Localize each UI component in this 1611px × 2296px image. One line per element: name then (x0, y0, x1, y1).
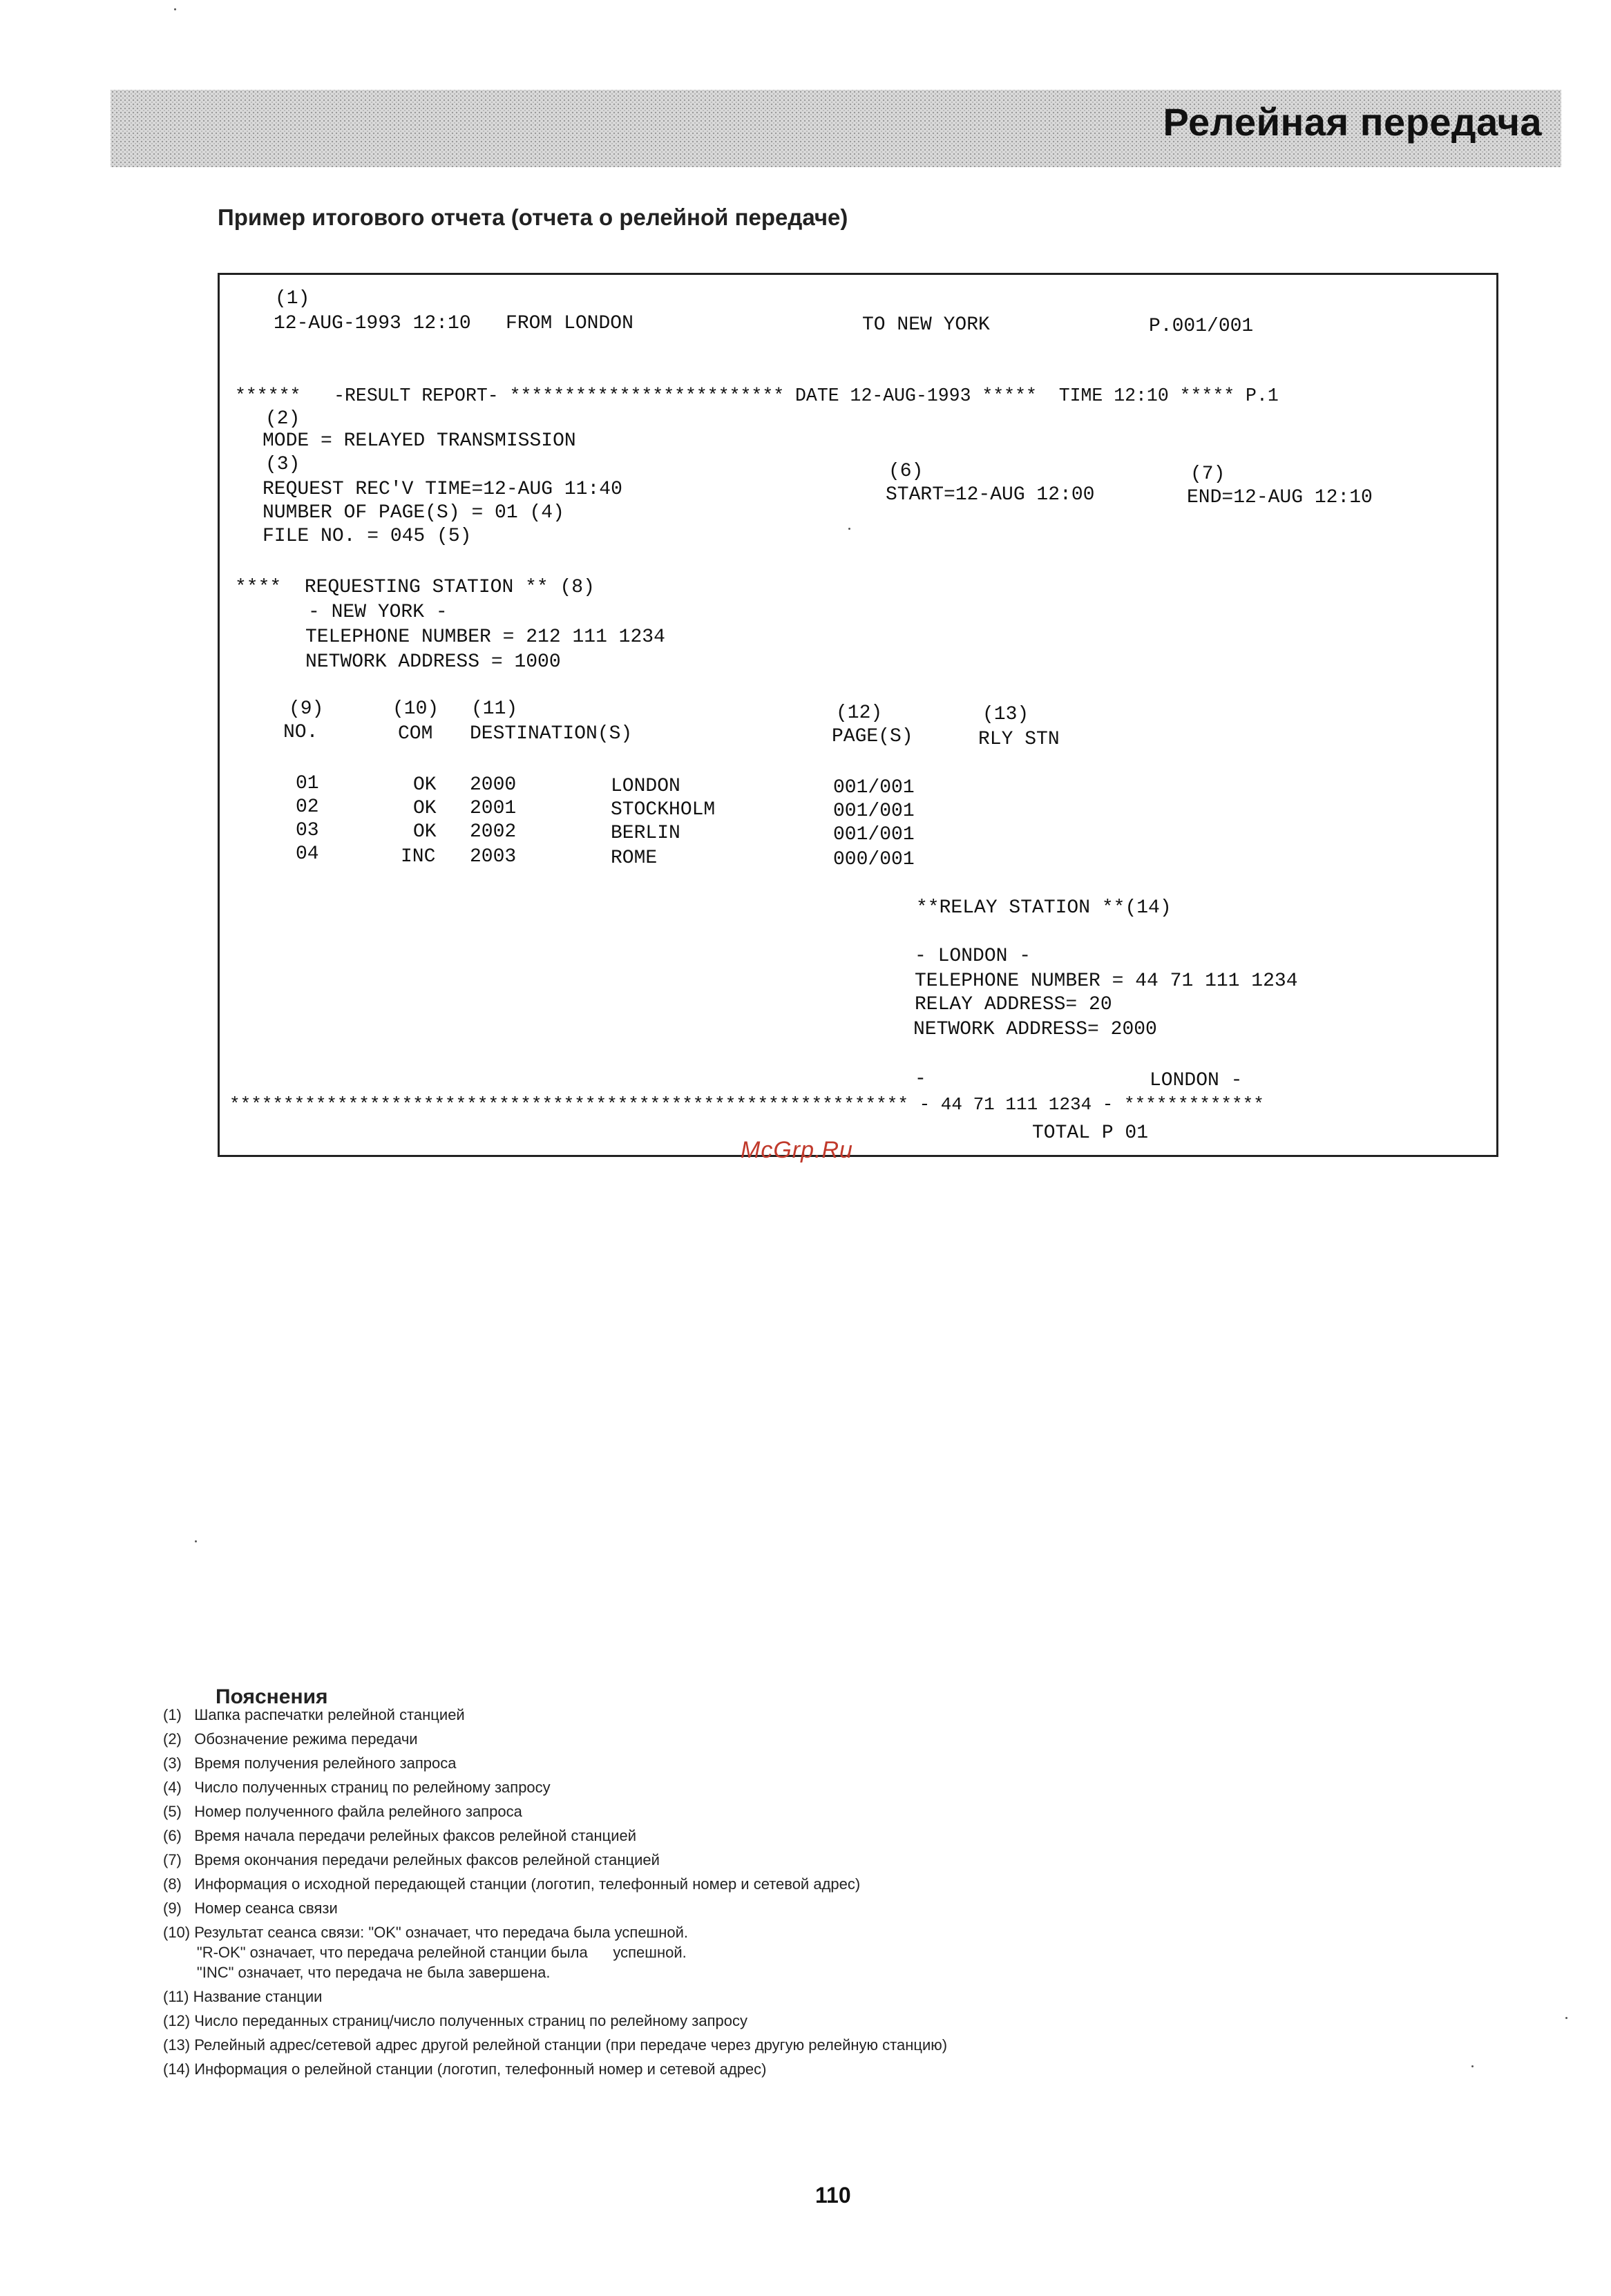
note-item: "R-OK" означает, что передача релейной станции была успешной. (163, 1944, 687, 1961)
notes-title: Пояснения (216, 1685, 328, 1708)
table-header-com: COM (398, 723, 433, 745)
table-cell-no: 02 (296, 796, 319, 818)
table-marker-13: (13) (982, 704, 1029, 725)
table-cell-pages: 001/001 (833, 777, 915, 798)
table-cell-code: 2003 (470, 846, 517, 868)
footer-dash: - (915, 1069, 926, 1090)
table-header-no: NO. (283, 722, 318, 743)
table-cell-code: 2001 (470, 798, 517, 819)
relay-station-name: - LONDON - (915, 946, 1031, 967)
table-cell-com: OK (413, 798, 437, 819)
note-item: (12) Число переданных страниц/число полученных страниц по релейному запросу (163, 2012, 747, 2029)
report-marker-1: (1) (275, 288, 310, 309)
note-item: (1) Шапка распечатки релейной станцией (163, 1706, 465, 1723)
scan-speck (174, 8, 176, 10)
table-cell-pages: 000/001 (833, 849, 915, 870)
footer-station: LONDON - (1150, 1070, 1243, 1091)
table-cell-pages: 001/001 (833, 801, 915, 822)
note-item: (5) Номер полученного файла релейного запроса (163, 1803, 522, 1820)
note-item: (14) Информация о релейной станции (логотип, телефонный номер и сетевой адрес) (163, 2060, 767, 2078)
table-cell-com: OK (413, 821, 437, 843)
report-marker-6: (6) (888, 461, 924, 482)
page-title: Релейная передача (1163, 100, 1542, 144)
requesting-station-phone: TELEPHONE NUMBER = 212 111 1234 (305, 626, 665, 648)
table-header-pages: PAGE(S) (832, 726, 913, 747)
relay-station-title: **RELAY STATION **(14) (916, 897, 1172, 919)
footer-total: TOTAL P 01 (1032, 1122, 1149, 1144)
note-item: "INC" означает, что передача не была завершена. (163, 1964, 551, 1981)
note-item: (3) Время получения релейного запроса (163, 1754, 457, 1772)
note-item: (4) Число полученных страниц по релейному запросу (163, 1779, 551, 1796)
table-cell-no: 03 (296, 820, 319, 841)
report-marker-7: (7) (1190, 463, 1226, 485)
report-request-time: REQUEST REC'V TIME=12-AUG 11:40 (263, 479, 622, 500)
note-item: (9) Номер сеанса связи (163, 1900, 338, 1917)
page-number: 110 (815, 2183, 851, 2208)
watermark: McGrp.Ru (741, 1137, 853, 1163)
result-report-banner: ****** -RESULT REPORT- ************************* DATE 12-AUG-1993 ***** TIME 12:10 ***** P.1 (235, 385, 1279, 406)
report-start-time: START=12-AUG 12:00 (886, 484, 1095, 506)
scan-speck (1565, 2017, 1567, 2019)
table-cell-destination: BERLIN (611, 823, 680, 844)
table-cell-com: OK (413, 774, 437, 796)
table-cell-code: 2002 (470, 821, 517, 843)
note-item: (13) Релейный адрес/сетевой адрес другой релейной станции (при передаче через другую релейную станцию) (163, 2036, 948, 2054)
report-marker-2: (2) (265, 408, 301, 430)
scan-speck (1471, 2065, 1474, 2067)
table-cell-no: 04 (296, 843, 319, 865)
note-item: (7) Время окончания передачи релейных факсов релейной станцией (163, 1851, 660, 1868)
requesting-station-network: NETWORK ADDRESS = 1000 (305, 651, 561, 673)
table-cell-pages: 001/001 (833, 824, 915, 845)
note-item: (6) Время начала передачи релейных факсов релейной станцией (163, 1827, 637, 1844)
section-subtitle: Пример итогового отчета (отчета о релейной передаче) (218, 204, 848, 230)
report-mode: MODE = RELAYED TRANSMISSION (263, 430, 576, 452)
note-item: (10) Результат сеанса связи: "OK" означает, что передача была успешной. (163, 1924, 688, 1941)
requesting-station-title: **** REQUESTING STATION ** (8) (235, 577, 595, 598)
scan-speck (195, 1540, 197, 1542)
requesting-station-name: - NEW YORK - (308, 602, 448, 623)
relay-station-network: NETWORK ADDRESS= 2000 (913, 1019, 1157, 1040)
footer-star-line: *************************************************************** - 44 71 111 1234 - ************* (229, 1094, 1264, 1115)
header-banner (111, 90, 1561, 167)
report-number-of-pages: NUMBER OF PAGE(S) = 01 (4) (263, 502, 564, 524)
table-header-rly-stn: RLY STN (978, 729, 1060, 750)
table-marker-12: (12) (836, 702, 883, 724)
report-printout (218, 273, 1498, 1157)
relay-station-address: RELAY ADDRESS= 20 (915, 994, 1112, 1015)
report-end-time: END=12-AUG 12:10 (1187, 487, 1373, 508)
table-cell-destination: ROME (611, 848, 658, 869)
table-cell-no: 01 (296, 773, 319, 794)
table-marker-9: (9) (289, 698, 324, 720)
table-marker-10: (10) (392, 698, 439, 720)
note-item: (8) Информация о исходной передающей станции (логотип, телефонный номер и сетевой адрес) (163, 1875, 861, 1893)
report-header-from: 12-AUG-1993 12:10 FROM LONDON (274, 313, 633, 334)
table-cell-com: INC (401, 846, 436, 868)
table-cell-code: 2000 (470, 774, 517, 796)
report-marker-3: (3) (265, 454, 301, 475)
table-marker-11: (11) (471, 698, 518, 720)
table-header-destination: DESTINATION(S) (470, 723, 633, 745)
relay-station-phone: TELEPHONE NUMBER = 44 71 111 1234 (915, 970, 1298, 992)
note-item: (2) Обозначение режима передачи (163, 1730, 418, 1748)
note-item: (11) Название станции (163, 1988, 323, 2005)
report-file-no: FILE NO. = 045 (5) (263, 526, 472, 547)
table-cell-destination: LONDON (611, 776, 680, 797)
table-cell-destination: STOCKHOLM (611, 799, 716, 821)
report-header-page: P.001/001 (1149, 316, 1254, 337)
scan-speck (848, 528, 850, 530)
report-header-to: TO NEW YORK (862, 314, 990, 336)
